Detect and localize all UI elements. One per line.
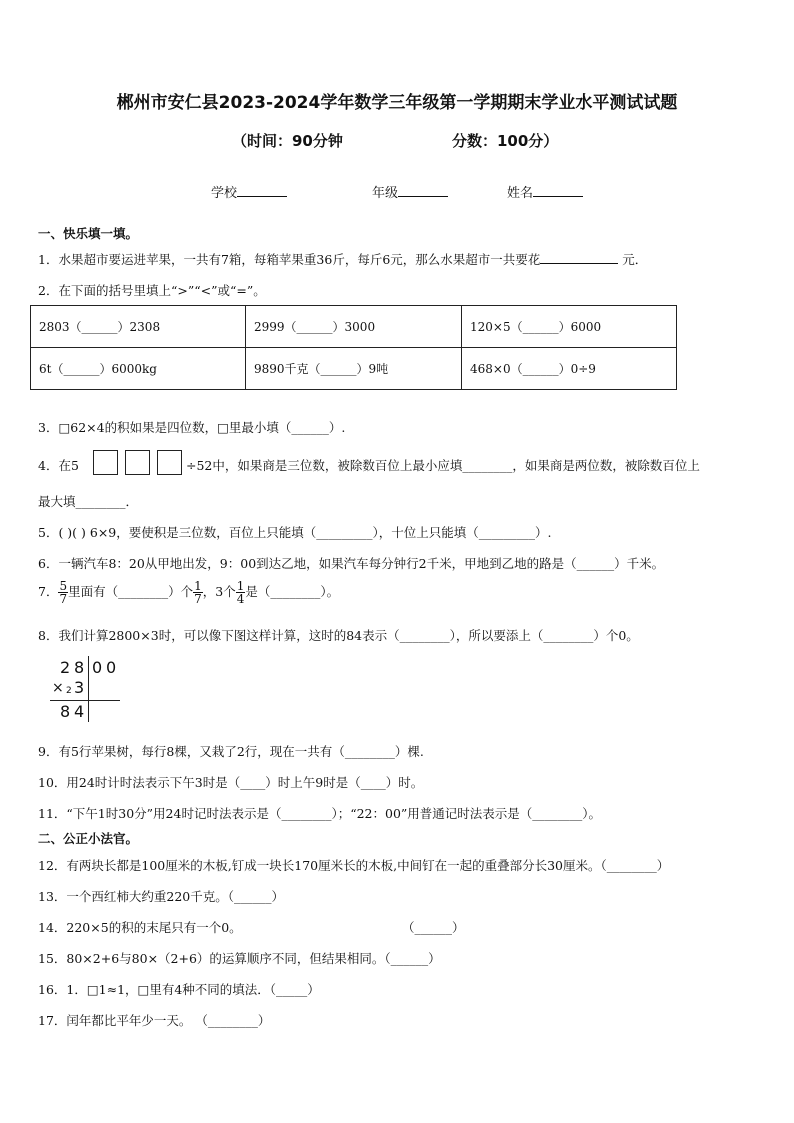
calc-digit: 2 [60,658,71,677]
calc-times-sign: × [52,680,64,696]
table-row [31,306,677,348]
digit-box[interactable] [125,450,150,475]
question-7-part-b: ，3个 [202,584,236,599]
exam-title: 郴州市安仁县2023-2024学年数学三年级第一学期期末学业水平测试试题 [116,93,678,113]
calc-carry: 2 [66,686,72,696]
question-5: 5．( )( ) 6×9，要使积是三位数，百位上只能填（_________），十位上只能填（_________）. [38,525,552,540]
question-15: 15．80×2+6与80×（2+6）的运算顺序不同，但结果相同。（______） [38,951,441,966]
table-cell[interactable]: 9890千克（______）9吨 [246,348,462,390]
school-field[interactable] [211,182,287,201]
question-2: 2．在下面的括号里填上“>”“<”或“=”。 [38,283,266,298]
table-row [31,348,677,390]
calc-divider [88,656,89,722]
table-cell[interactable]: 468×0（______）0÷9 [462,348,677,390]
calc-digit: 0 [92,658,103,677]
fraction-1-7: $\frac{1}{7}$ [194,579,202,606]
question-11: 11．“下午1时30分”用24时记时法表示是（________）；“22：00”用普通记时法表示是（________）。 [38,806,602,821]
name-label: 姓名 [507,186,534,201]
question-4-text: ÷52中，如果商是三位数，被除数百位上最小应填________，如果商是两位数，被除数百位上 [186,458,700,473]
comparison-table [30,305,677,390]
question-7-number: 7． [38,584,59,599]
name-field[interactable] [507,182,583,201]
table-cell[interactable]: 6t（______）6000kg [31,348,246,390]
digit-box[interactable] [93,450,118,475]
question-4-prefix: 4．在5 [38,458,79,473]
calc-digit: 3 [74,678,85,697]
calc-digit: 4 [74,702,85,721]
question-1-answer-line[interactable] [540,250,618,264]
digit-box[interactable] [157,450,182,475]
vertical-multiplication [50,656,130,724]
question-13: 13．一个西红柿大约重220千克。（______） [38,889,285,904]
exam-time: （时间：90分钟 [232,132,343,150]
section-1-title: 一、快乐填一填。 [38,226,139,241]
question-1-tail: 元． [622,252,648,267]
question-14-blank[interactable]: （______） [402,920,465,935]
question-6: 6．一辆汽车8：20从甲地出发，9：00到达乙地，如果汽车每分钟行2千米，甲地到乙地的路是（______）千米。 [38,556,665,571]
question-7-part-a: 里面有（________）个 [68,584,194,599]
question-7 [38,580,339,605]
question-9: 9．有5行苹果树，每行8棵，又栽了2行，现在一共有（________）棵. [38,744,424,759]
fraction-1-4: $\frac{1}{4}$ [236,579,245,606]
section-2-title: 二、公正小法官。 [38,831,139,846]
question-1-text: 1．水果超市要运进苹果，一共有7箱，每箱苹果重36斤，每斤6元，那么水果超市一共要花 [38,252,541,267]
exam-score: 分数：100分） [452,132,559,150]
table-cell[interactable]: 2999（______）3000 [246,306,462,348]
question-7-part-c: 是（________）。 [245,584,340,599]
table-cell[interactable]: 2803（______）2308 [31,306,246,348]
question-17: 17．闰年都比平年少一天。 （________） [38,1013,271,1028]
question-4-line2: 最大填________． [38,494,139,509]
question-3: 3．□62×4的积如果是四位数，□里最小填（______）. [38,420,346,435]
school-label: 学校 [211,186,238,201]
question-1 [38,250,647,268]
question-14: 14．220×5的积的末尾只有一个0。 [38,920,242,935]
question-10: 10．用24时计时法表示下午3时是（____）时上午9时是（____）时。 [38,775,424,790]
grade-field[interactable] [372,182,448,201]
calc-result-line [50,700,120,701]
question-12: 12．有两块长都是100厘米的木板,钉成一块长170厘米长的木板,中间钉在一起的重叠部分长30厘米。（________） [38,858,670,873]
question-16: 16．1．□1≈1，□里有4种不同的填法．（_____） [38,982,320,997]
table-cell[interactable]: 120×5（______）6000 [462,306,677,348]
fraction-5-7: $\frac{5}{7}$ [59,579,68,606]
calc-digit: 0 [106,658,117,677]
calc-digit: 8 [60,702,71,721]
question-8: 8．我们计算2800×3时，可以像下图这样计算，这时的84表示（________），所以要添上（________）个0。 [38,628,639,643]
grade-label: 年级 [372,186,399,201]
calc-digit: 8 [74,658,85,677]
